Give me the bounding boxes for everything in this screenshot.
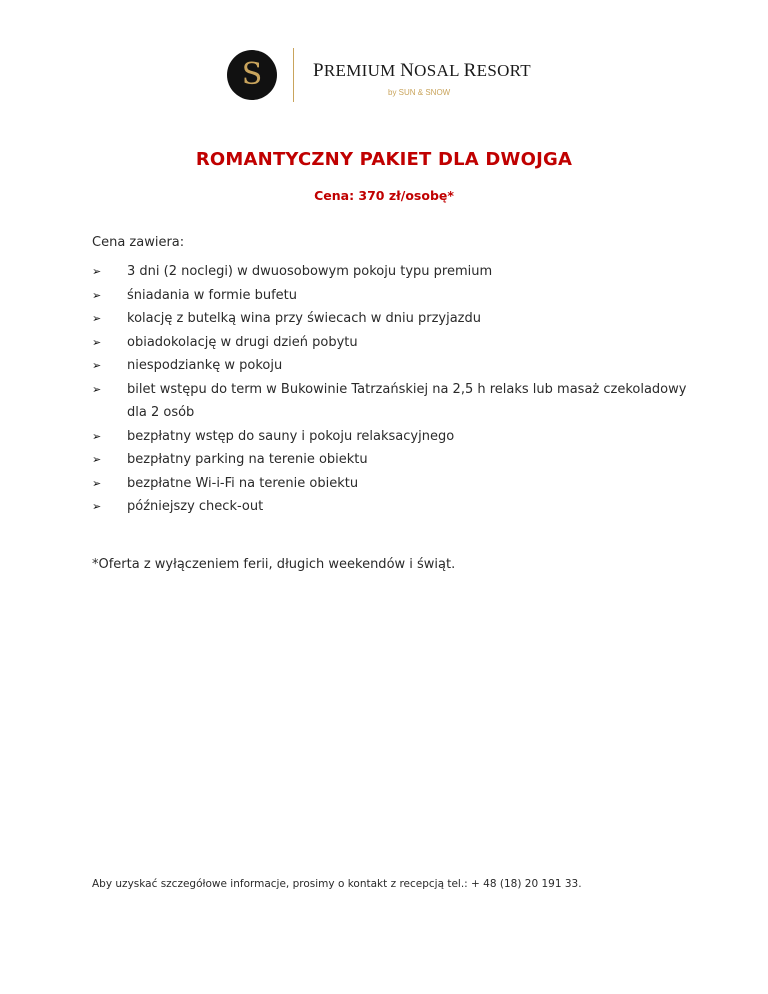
feature-text: śniadania w formie bufetu — [127, 287, 297, 303]
feature-text: późniejszy check-out — [127, 499, 264, 514]
features-list — [92, 260, 692, 519]
feature-item — [92, 307, 692, 331]
feature-text: 3 dni (2 noclegi) w dwuosobowym pokoju typu premium — [127, 264, 493, 279]
arrowhead-bullet-icon: ➢ — [92, 335, 102, 349]
arrowhead-bullet-icon: ➢ — [92, 500, 102, 513]
logo-name-part: ESORT — [476, 61, 531, 80]
offer-note: *Oferta z wyłączeniem ferii, długich weekendów i świąt. — [92, 557, 456, 572]
logo-tagline: by SUN & SNOW — [388, 88, 451, 97]
feature-item — [92, 425, 692, 449]
feature-text: bezpłatne Wi-i-Fi na terenie obiektu — [127, 475, 359, 491]
feature-text: kolację z butelką wina przy świecach w dniu przyjazdu — [127, 311, 481, 326]
feature-text: bilet wstępu do term w Bukowinie Tatrzańskiej na 2,5 h relaks lub masaż czekoladowy dla 2 osób — [127, 381, 687, 420]
feature-item — [92, 354, 692, 378]
feature-item — [92, 448, 692, 472]
feature-item — [92, 472, 692, 496]
feature-text: bezpłatny wstęp do sauny i pokoju relaksacyjnego — [127, 428, 455, 444]
feature-item — [92, 331, 692, 355]
logo-name-part: R — [463, 60, 477, 81]
resort-logo — [227, 48, 557, 104]
logo-name-part: OSAL — [414, 61, 464, 80]
arrowhead-bullet-icon: ➢ — [92, 359, 102, 372]
includes-heading: Cena zawiera: — [92, 235, 185, 250]
contact-footer: Aby uzyskać szczegółowe informacje, prosimy o kontakt z recepcją tel.: + 48 (18) 20 191 33. — [92, 878, 582, 890]
feature-item — [92, 284, 692, 308]
feature-text: obiadokolację w drugi dzień pobytu — [127, 334, 358, 350]
logo-name — [313, 60, 531, 82]
feature-text: bezpłatny parking na terenie obiektu — [127, 452, 368, 467]
logo-divider — [293, 48, 294, 102]
feature-item — [92, 495, 692, 519]
arrowhead-bullet-icon: ➢ — [92, 476, 102, 490]
arrowhead-bullet-icon: ➢ — [92, 429, 102, 443]
logo-name-part: P — [313, 60, 324, 81]
arrowhead-bullet-icon: ➢ — [92, 288, 102, 302]
logo-name-part: N — [400, 60, 415, 81]
feature-item — [92, 378, 692, 425]
arrowhead-bullet-icon: ➢ — [92, 453, 102, 466]
page-title: ROMANTYCZNY PAKIET DLA DWOJGA — [195, 149, 573, 170]
logo-name-part: REMIUM — [323, 61, 401, 80]
feature-text: niespodziankę w pokoju — [127, 358, 283, 373]
arrowhead-bullet-icon: ➢ — [92, 265, 102, 278]
logo-monogram: S — [227, 50, 277, 100]
arrowhead-bullet-icon: ➢ — [92, 312, 102, 325]
arrowhead-bullet-icon: ➢ — [92, 382, 102, 396]
price-line: Cena: 370 zł/osobę* — [314, 188, 454, 203]
feature-item — [92, 260, 692, 284]
